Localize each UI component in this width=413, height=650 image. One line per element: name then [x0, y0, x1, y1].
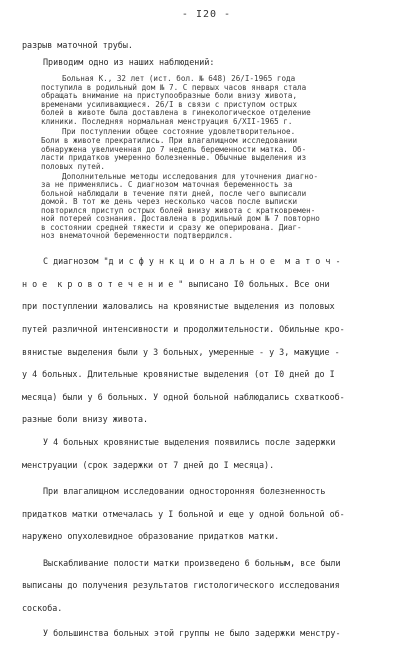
intro-line: Приводим одно из наших наблюдений:: [43, 57, 215, 67]
body-line: При влагалищном исследовании односторонняя болезненность: [43, 486, 326, 496]
body-line: путей различной интенсивности и продолжительности. Обильные кро-: [22, 324, 345, 334]
body-line: разные боли внизу живота.: [22, 414, 149, 424]
body-line: У 4 больных кровянистые выделения появились после задержки: [43, 437, 336, 447]
body-line: менструации (срок задержки от 7 дней до I месяца).: [22, 460, 275, 470]
case-line: Боли в животе прекратились. При влагалищном исследовании: [41, 136, 298, 145]
case-line: домой. В тот же день через несколько часов после выписки: [41, 197, 298, 206]
case-line: Больная К., 32 лет (ист. бол. № 648) 26/I-1965 года: [62, 74, 296, 83]
case-line: временами усиливающиеся. 26/I в связи с приступом острых: [41, 99, 298, 109]
body-line: н о е к р о в о т е ч е н и е " выписано I0 больных. Все они: [22, 279, 330, 289]
case-line: больной наблюдали в течение пяти дней, после чего выписали: [41, 188, 307, 198]
case-line: половых путей.: [41, 161, 106, 171]
body-line: у 4 больных. Длительные кровянистые выделения (от I0 дней до I: [22, 369, 335, 379]
body-line: вянистые выделения были у 3 больных, умеренные - у 3, мажущие -: [22, 347, 340, 357]
case-line: При поступлении общее состояние удовлетворительное.: [62, 127, 296, 136]
body-line: придатков матки отмечалась у I больной и еще у одной больной об-: [22, 509, 345, 519]
case-line: в состоянии средней тяжести и сразу же оперирована. Диаг-: [41, 222, 302, 232]
intro-line: разрыв маточной трубы.: [22, 40, 133, 50]
case-line: ноз внематочной беременности подтвердился.: [41, 231, 234, 240]
case-line: за не применялись. С диагнозом маточная беременность за: [41, 180, 293, 189]
case-line: поступила в родильный дом № 7. С первых часов января стала: [41, 82, 307, 92]
case-line: повторился приступ острых болей внизу живота с кратковремен-: [41, 205, 316, 215]
case-line: обращать внимание на приступообразные боли внизу живота,: [41, 91, 298, 100]
case-line: клиники. Последняя нормальная менструация 6/XII-1965 г.: [41, 116, 293, 126]
body-line: выписаны до получения результатов гистологического исследования: [22, 580, 340, 590]
case-line: обнаружена увеличенная до 7 недель беременности матка. Об-: [41, 144, 307, 154]
body-line: наружено опухолевидное образование придатков матки.: [22, 531, 280, 541]
body-line: соскоба.: [22, 603, 63, 613]
case-line: Дополнительные методы исследования для уточнения диагно-: [62, 171, 319, 181]
body-line: Выскабливание полости матки произведено 6 больным, все были: [43, 558, 341, 568]
case-line: ласти придатков умеренно болезненные. Обычные выделения из: [41, 153, 307, 162]
case-line: ной потерей сознания. Доставлена в родильный дом № 7 повторно: [41, 214, 320, 223]
case-line: болей в животе была доставлена в гинекологическое отделение: [41, 108, 311, 117]
body-line: месяца) были у 6 больных. У одной больной наблюдались схваткооб-: [22, 392, 345, 402]
body-line: при поступлении жаловались на кровянистые выделения из половых: [22, 301, 335, 311]
page-number: - I20 -: [181, 9, 232, 20]
body-line: С диагнозом "д и с ф у н к ц и о н а л ь н о е м а т о ч -: [43, 256, 341, 266]
body-line: У большинства больных этой группы не было задержки менстру-: [43, 628, 341, 638]
